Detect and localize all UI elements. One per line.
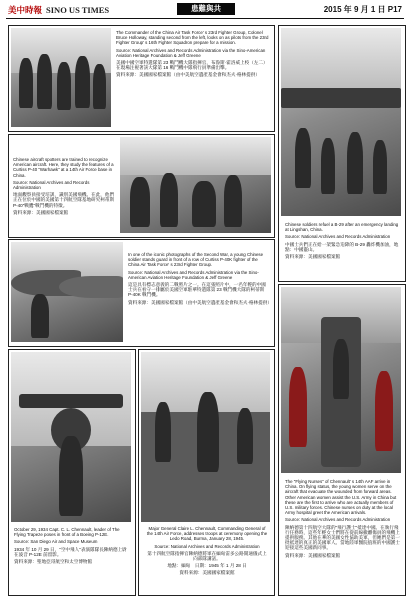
photo-refuel: [281, 28, 401, 216]
caption-source: Source: National Archives and Records Administration: [13, 179, 90, 191]
photo-panel-ledo-road: [138, 349, 275, 596]
caption-en: The "Flying Nurses" of Chennault' s 14th AAF arrive in China. On flying status, the young women serve on the aircraft that evacuate the wounded from forward areas. Other American women assist the U.S. Army in China but these are the first to arrive who are actually members of U.S. military forces. Chinese nurses on duty at the local Army hospital greet the American arrivals.: [285, 479, 397, 516]
photo-chennault-1934: [11, 352, 131, 522]
caption-zh: 地面觀察員接受培訓，識別美國飛機。在此，他們正在位於中國的美國第十四航空隊基地研究柯蒂斯 P-40"戰鷹"戰鬥機的特徵。: [13, 192, 115, 208]
caption-credit: 資料來源：聖地亞哥航空和太空博物館: [14, 559, 93, 565]
caption-en: Major General Claire L. Chennault, Commanding General of the 14th Air Force, addresses troops at ceremony opening the Ledo Road, Burma, January 28, 1945.: [146, 526, 268, 542]
caption-source: Source: National Archives and Records Administration via the Sino-American Aviation Heritage Foundation & Jeff Greene: [128, 269, 259, 280]
caption-en: The Commander of the China Air Task Force' s 23rd Fighter Group, Colonel Bruce Holloway, standing second from the left, looks on as pilots from the 23rd Fighter Group' s 16th Fighter Squadron prepare for a mission.: [116, 30, 269, 46]
caption-source: Source: National Archives and Records Administration: [285, 517, 391, 523]
caption-en: In one of the iconic photographs of the Second War, a young Chinese soldier stands guard in front of a row of Curtiss P-40K fighter of the China Air Task Force' s 23rd Fighter Group.: [128, 252, 264, 268]
photo-nurses: [281, 287, 401, 473]
photo-pilots: [11, 28, 111, 127]
photo-panel-chennault-1934: [8, 349, 136, 596]
photo-spotters: [120, 137, 271, 233]
caption-source: Source: San Diego Air and Space Museum: [14, 539, 98, 545]
caption-en: Chinese aircraft spotters are trained to recognize American aircraft. Here, they study the features of a Curtiss P-40 "Warhawk" at a 14th Air Force base in China.: [13, 157, 114, 178]
photo-ledo-road: [141, 352, 270, 522]
caption-chennault-1934: [14, 527, 131, 566]
caption-zh: 第十四航空隊指揮官陳納德將軍在緬甸雷多公路開通儀式上向部隊講話。: [147, 550, 267, 562]
photo-panel-refuel: [278, 25, 406, 282]
photo-panel-spotters: [8, 134, 275, 238]
caption-zh: 1934 年 10 月 29 日，"空中飛人"表演隊隊長陳納德上尉在波音 P-12E 前留影。: [14, 546, 127, 557]
header-rule: [6, 18, 404, 19]
caption-zh: 中國士兵們正在給一架緊急迫降的 B-29 轟炸機加油，地點：中國靈山。: [285, 241, 399, 252]
caption-zh: 這是具有標志意義的二戰照片之一。在這張照片中，一名年輕的中國士兵在看守一排屬於美國空軍駐華特遣隊第 23 戰鬥機大隊的柯蒂斯 P-40K 戰鬥機。: [128, 282, 266, 298]
newspaper-masthead: [8, 4, 109, 16]
caption-zh: 陳納德第十四航空大隊的"飛行護士"抵達中國。在執行飛行任務時，這些年輕女士們將在從前線撤離傷員的飛機上提供服務。其他在華的美國女性協助美軍，但她們是第一批抵達的真正的美國軍人。當地陸軍醫院值班的中國護士迎接這些美國新同事。: [285, 524, 400, 551]
caption-credit: 資料來源：美國國家檔案館: [285, 254, 341, 260]
paper-name-en: SINO US TIMES: [46, 5, 110, 15]
date-page: 2015 年 9 月 1 日 P17: [323, 5, 402, 14]
caption-credit: 資料來源：美國國家檔案館（由中美航空遺產基金會和杰夫·格林提供）: [116, 72, 260, 78]
page-header: [0, 0, 410, 18]
paper-name-zh: 美中時報: [8, 5, 43, 15]
caption-guard: [128, 252, 270, 307]
caption-source: Source: National Archives and Records Administration: [154, 543, 260, 549]
caption-credit: 資料來源：美國國家檔案館: [13, 209, 69, 215]
caption-source: Source: National Archives and Records Administration: [285, 234, 391, 240]
caption-credit: 資料來源：美國國家檔案館: [285, 552, 341, 558]
caption-pilots: [116, 30, 269, 80]
caption-spotters: [13, 157, 115, 217]
caption-source: Source: National Archives and Records Administration via the Sino-American Aviation Heritage Foundation & Jeff Greene: [116, 47, 266, 58]
photo-panel-nurses: [278, 284, 406, 596]
photo-panel-pilots: [8, 25, 275, 132]
caption-refuel: [285, 222, 400, 261]
caption-credit: 資料來源：美國國家檔案館（由中美航空遺產基金會和杰夫·格林提供）: [128, 299, 272, 305]
photo-panel-guard: [8, 239, 275, 347]
caption-date: 地點：緬甸 日期：1945 年 1 月 28 日: [167, 563, 247, 569]
photo-guard: [11, 242, 123, 342]
caption-ledo-road: [145, 526, 269, 578]
caption-credit: 資料來源：美國國家檔案館: [179, 570, 235, 576]
caption-en: Chinese soldiers refuel a B-29 after an emergency landing at Lingshan, China.: [285, 222, 399, 233]
caption-nurses: [285, 479, 400, 560]
caption-zh: 美國中國空軍特遣隊第 23 戰鬥機大隊指揮官，布魯斯·霍洛威上校（左二）在現場注視著該大隊第 16 戰鬥機中隊飛行員準備出擊。: [116, 60, 268, 71]
section-title: 患難與共: [177, 3, 235, 15]
caption-en: October 29, 1934 Capt. C. L. Chennault, leader of The Flying Trapeze poses in front of a Boeing P-12E.: [14, 527, 120, 538]
